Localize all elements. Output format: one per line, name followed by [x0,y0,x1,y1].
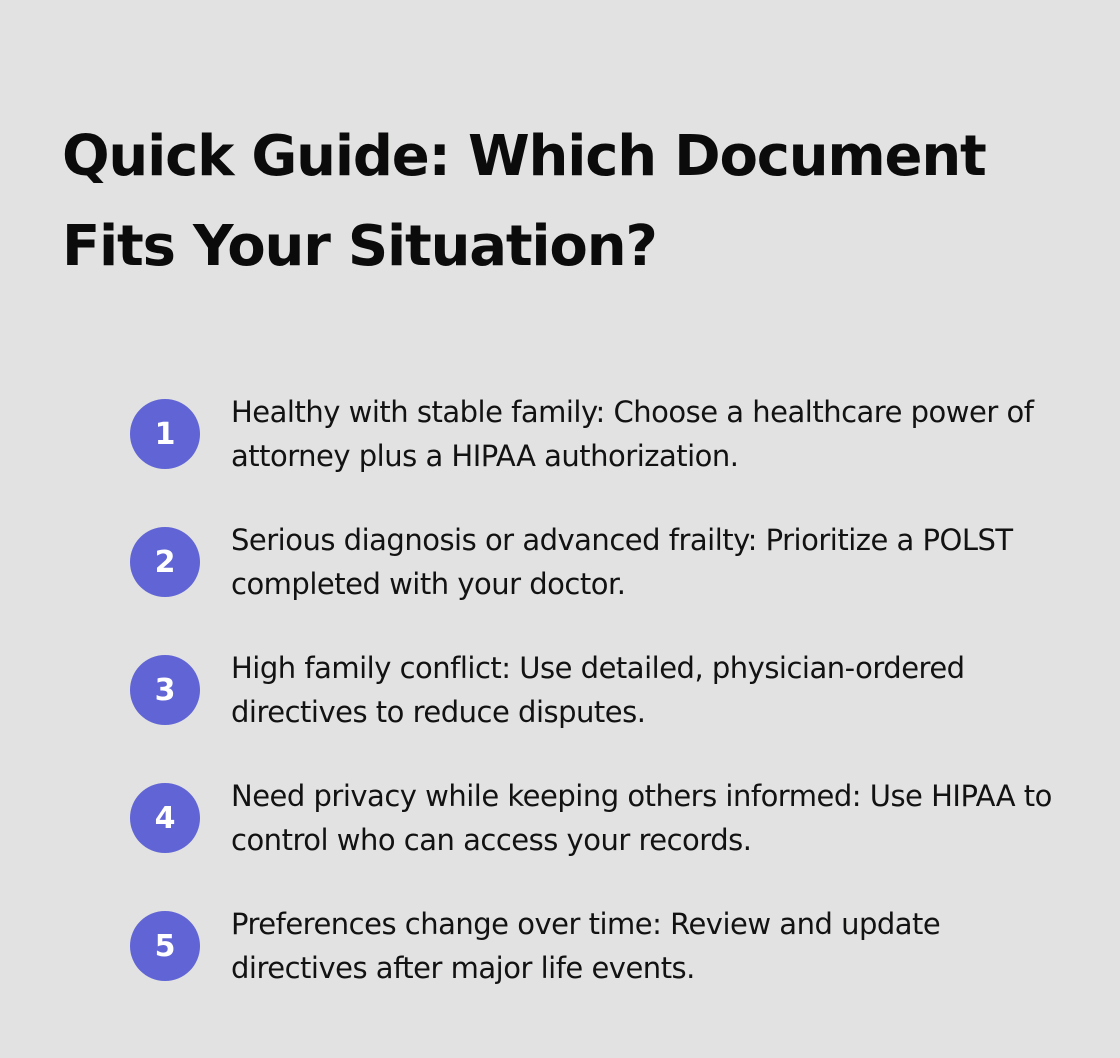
list-item [130,626,1070,754]
list-item [130,498,1070,626]
step-number-badge: 2 [130,527,200,597]
list-item [130,882,1070,1010]
step-number-badge: 4 [130,783,200,853]
list-item-text: Need privacy while keeping others informed: Use HIPAA to control who can access your records. [231,779,1052,857]
guide-list [130,370,1070,1010]
list-item-text: Preferences change over time: Review and update directives after major life events. [231,907,941,985]
list-item-text: Healthy with stable family: Choose a healthcare power of attorney plus a HIPAA authorization. [231,395,1034,473]
page-title: Quick Guide: Which Document Fits Your Situation? [62,124,986,279]
list-item [130,754,1070,882]
list-item [130,370,1070,498]
list-item-text: Serious diagnosis or advanced frailty: Prioritize a POLST completed with your doctor. [231,523,1013,601]
step-number-badge: 3 [130,655,200,725]
step-number-badge: 1 [130,399,200,469]
step-number-badge: 5 [130,911,200,981]
list-item-text: High family conflict: Use detailed, physician-ordered directives to reduce disputes. [231,651,965,729]
